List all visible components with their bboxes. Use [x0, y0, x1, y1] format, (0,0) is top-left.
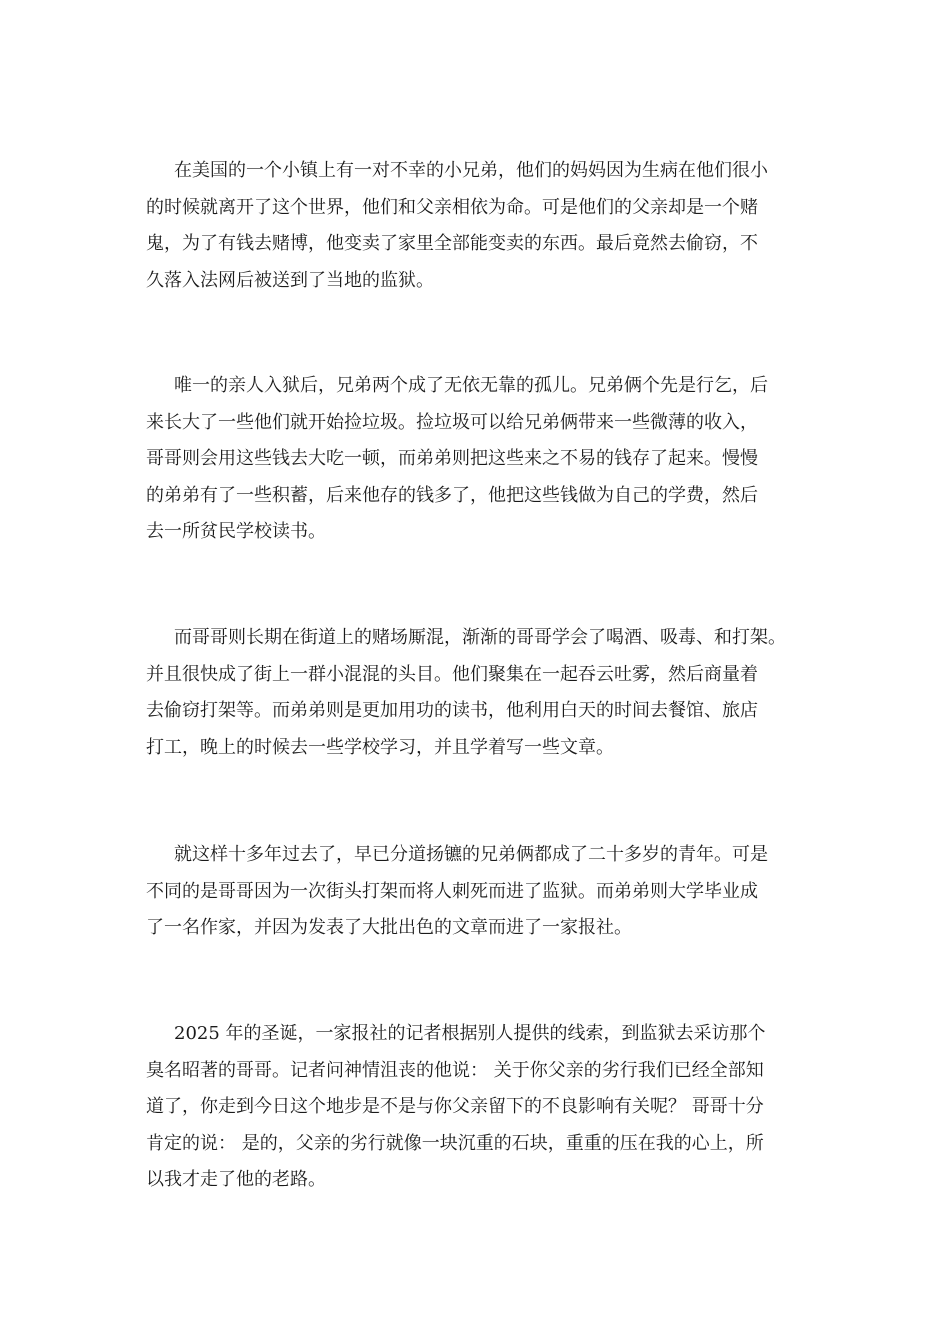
text-line: 唯一的亲人入狱后，兄弟两个成了无依无靠的孤儿。兄弟俩个先是行乞，后 [174, 375, 768, 396]
text-line: 肯定的说： 是的，父亲的劣行就像一块沉重的石块，重重的压在我的心上，所 [146, 1132, 764, 1154]
text-line: 了一名作家，并因为发表了大批出色的文章而进了一家报社。 [146, 917, 632, 938]
text-line: 2025 年的圣诞，一家报社的记者根据别人提供的线索，到监狱去采访那个 [174, 1023, 766, 1044]
text-line: 不同的是哥哥因为一次街头打架而将人刺死而进了监狱。而弟弟则大学毕业成 [146, 880, 758, 902]
text-line: 的弟弟有了一些积蓄，后来他存的钱多了，他把这些钱做为自己的学费，然后 [146, 484, 758, 506]
text-line: 鬼，为了有钱去赌博，他变卖了家里全部能变卖的东西。最后竟然去偷窃，不 [146, 233, 758, 254]
paragraph-1 [146, 153, 826, 299]
paragraph-4 [146, 837, 826, 947]
text-line: 哥哥则会用这些钱去大吃一顿，而弟弟则把这些来之不易的钱存了起来。慢慢 [146, 448, 758, 469]
text-line: 就这样十多年过去了，早已分道扬镳的兄弟俩都成了二十多岁的青年。可是 [174, 844, 768, 865]
text-line: 道了，你走到今日这个地步是不是与你父亲留下的不良影响有关呢？ 哥哥十分 [146, 1096, 764, 1117]
text-line: 打工，晚上的时候去一些学校学习，并且学着写一些文章。 [146, 736, 614, 758]
text-line: 的时候就离开了这个世界，他们和父亲相依为命。可是他们的父亲却是一个赌 [146, 196, 758, 218]
paragraph-5 [146, 1016, 826, 1199]
text-line: 在美国的一个小镇上有一对不幸的小兄弟，他们的妈妈因为生病在他们很小 [174, 160, 768, 181]
text-line: 并且很快成了街上一群小混混的头目。他们聚集在一起吞云吐雾，然后商量着 [146, 663, 758, 685]
text-line: 来长大了一些他们就开始捡垃圾。捡垃圾可以给兄弟俩带来一些微薄的收入， [146, 411, 758, 433]
paragraph-2 [146, 368, 826, 551]
text-line: 臭名昭著的哥哥。记者问神情沮丧的他说： 关于你父亲的劣行我们已经全部知 [146, 1059, 764, 1081]
text-line: 而哥哥则长期在街道上的赌场厮混，渐渐的哥哥学会了喝酒、吸毒、和打架。 [174, 627, 786, 648]
paragraph-3 [146, 620, 826, 766]
text-line: 去偷窃打架等。而弟弟则是更加用功的读书，他利用白天的时间去餐馆、旅店 [146, 700, 758, 721]
text-line: 去一所贫民学校读书。 [146, 521, 326, 542]
text-line: 以我才走了他的老路。 [146, 1169, 326, 1190]
text-line: 久落入法网后被送到了当地的监狱。 [146, 269, 434, 291]
